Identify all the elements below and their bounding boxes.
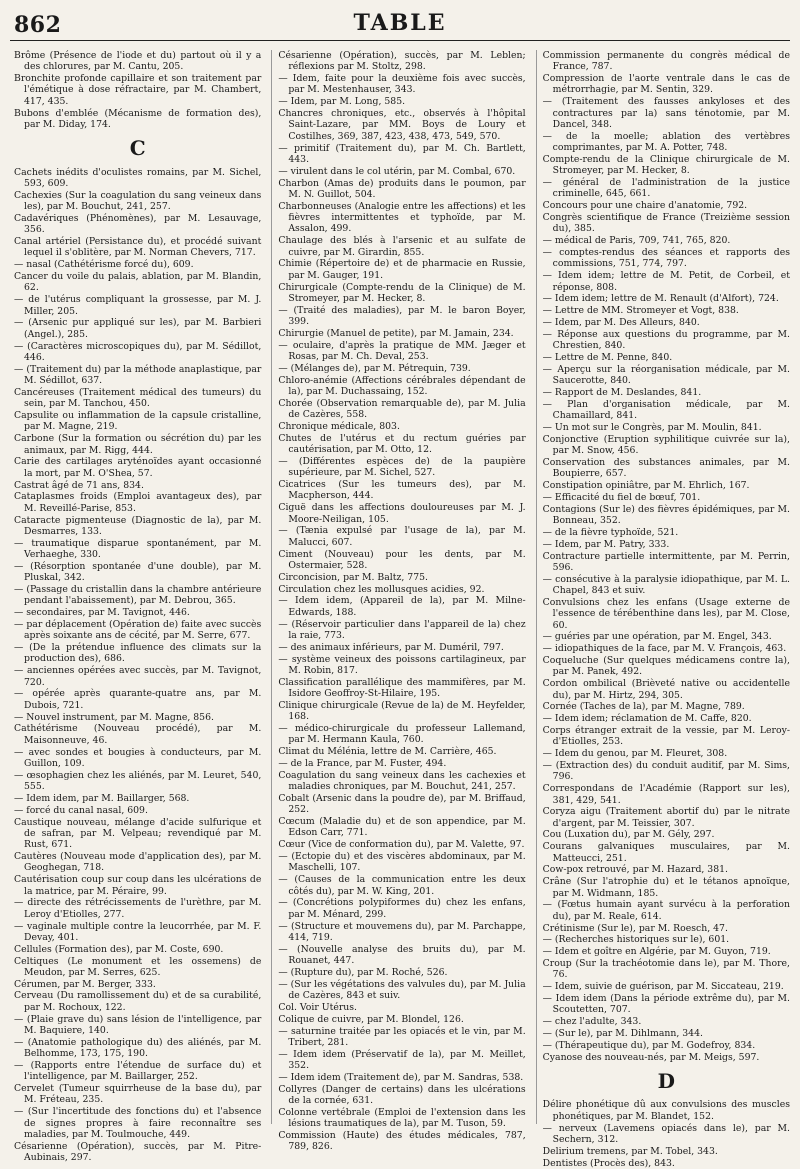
index-entry: — idiopathiques de la face, par M. V. François, 463.	[542, 643, 787, 655]
index-entry: — Aperçu sur la réorganisation médicale, par M. Saucerotte, 840.	[542, 363, 790, 387]
index-entry: Cataracte pigmenteuse (Diagnostic de la), par M. Desmarres, 133.	[14, 514, 262, 537]
index-entry: Cadavériques (Phénomènes), par M. Lesauvage, 356.	[14, 213, 262, 236]
index-entry: Cellules (Formation des), par M. Coste, 690.	[14, 943, 224, 955]
page-number: 862	[14, 12, 62, 38]
index-entry: — Idem, faite pour la deuxième fois avec succès, par M. Mestenhauser, 343.	[278, 73, 526, 96]
section-letter: D	[657, 1069, 675, 1094]
index-entry: — Plan d'organisation médicale, par M. Chamaillard, 841.	[542, 398, 790, 422]
index-entry: — directe des rétrécissements de l'urèthre, par M. Leroy d'Etiolles, 277.	[14, 897, 262, 920]
index-entry: Cervelet (Tumeur squirrheuse de la base du), par M. Fréteau, 235.	[14, 1083, 262, 1106]
index-entry: — vaginale multiple contre la leucorrhée, par M. F. Devay, 401.	[14, 920, 262, 943]
index-entry: — Efficacité du fiel de bœuf, 701.	[542, 491, 701, 503]
index-entry: Chloro-anémie (Affections cérébrales dépendant de la), par M. Duchassaing, 152.	[278, 374, 526, 398]
index-entry: Delirium tremens, par M. Tobel, 343.	[542, 1145, 718, 1157]
index-entry: — Idem idem; lettre de M. Petit, de Corbeil, et réponse, 808.	[542, 270, 790, 293]
index-entry: — (Rupture du), par M. Roché, 526.	[278, 966, 448, 978]
index-entry: Commission permanente du congrès médical de France, 787.	[542, 50, 790, 73]
index-entry: — (Mélanges de), par M. Pétrequin, 739.	[278, 362, 471, 374]
index-entry: Cou (Luxation du), par M. Gély, 297.	[542, 829, 715, 841]
index-entry: — avec sondes et bougies à conducteurs, par M. Guillon, 109.	[14, 746, 262, 769]
index-entry: — (Réservoir particulier dans l'appareil de la) chez la raie, 773.	[278, 618, 526, 641]
index-entry: Classification parallélique des mammifères, par M. Isidore Geoffroy-St-Hilaire, 195.	[278, 676, 526, 700]
index-entry: — (Concrétions polypiformes du) chez les enfans, par M. Ménard, 299.	[278, 897, 526, 920]
index-entry: — Idem idem (Traitement de), par M. Sandras, 538.	[278, 1071, 524, 1083]
index-entry: — médico-chirurgicale du professeur Lallemand, par M. Hermann Kaula, 760.	[278, 723, 526, 746]
index-entry: Chorée (Observation remarquable de), par M. Julia de Cazères, 558.	[278, 397, 526, 421]
index-entry: Coagulation du sang veineux dans les cachexies et maladies chroniques, par M. Bouchut, 241, 257.	[278, 769, 526, 793]
index-entry: Dentistes (Procès des), 843.	[542, 1157, 675, 1169]
index-entry: Commission (Haute) des études médicales, 787, 789, 826.	[278, 1130, 526, 1153]
index-entry: Capsulite ou inflammation de la capsule cristalline, par M. Magne, 219.	[14, 410, 262, 433]
index-entry: — (Anatomie pathologique du) des aliénés, par M. Belhomme, 173, 175, 190.	[14, 1036, 262, 1060]
index-entry: — (Rapports entre l'étendue de surface du) et l'intelligence, par M. Baillarger, 252.	[14, 1059, 262, 1083]
index-entry: — (Différentes espèces de) de la paupière supérieure, par M. Sichel, 527.	[278, 455, 526, 479]
index-entry: — (Nouvelle analyse des bruits du), par M. Rouanet, 447.	[278, 943, 526, 967]
index-entry: — Idem, suivie de guérison, par M. Siccateau, 219.	[542, 981, 784, 993]
index-entry: — général de l'administration de la justice criminelle, 645, 661.	[542, 177, 790, 200]
index-entry: — Idem du genou, par M. Fleuret, 308.	[542, 748, 728, 760]
index-entry: Convulsions chez les enfans (Usage externe de l'essence de térébenthine dans les), par M. Close, 60.	[542, 596, 790, 631]
index-entry: — (Structure et mouvemens du), par M. Parchappe, 414, 719.	[278, 920, 526, 943]
index-entry: — (Traité des maladies), par M. le baron Boyer, 399.	[278, 304, 526, 328]
index-entry: — de l'utérus compliquant la grossesse, par M. J. Miller, 205.	[14, 294, 262, 317]
index-entry: Constipation opiniâtre, par M. Ehrlich, 167.	[542, 480, 750, 492]
index-entry: Césarienne (Opération), succès, par M. Leblen; réflexions par M. Stoltz, 298.	[278, 50, 526, 73]
index-entry: Colique de cuivre, par M. Blondel, 126.	[278, 1013, 464, 1025]
index-entry: Courans galvaniques musculaires, par M. Matteucci, 251.	[542, 841, 790, 864]
index-entry: — médical de Paris, 709, 741, 765, 820.	[542, 235, 731, 247]
index-entry: — Idem idem, par M. Baillarger, 568.	[14, 792, 190, 804]
index-entry: — Idem, par M. Long, 585.	[278, 96, 406, 108]
index-entry: Clinique chirurgicale (Revue de la) de M. Heyfelder, 168.	[278, 699, 526, 723]
index-entry: Climat du Mélénia, lettre de M. Carrière, 465.	[278, 746, 497, 758]
index-entry: Carie des cartilages aryténoïdes ayant occasionné la mort, par M. O'Shea, 57.	[14, 456, 262, 479]
index-entry: Délire phonétique dû aux convulsions des muscles phonétiques, par M. Blandet, 152.	[542, 1099, 790, 1122]
index-columns	[14, 50, 790, 1169]
index-entry: — Idem idem; lettre de M. Renault (d'Alfort), 724.	[542, 293, 779, 305]
index-entry: — primitif (Traitement du), par M. Ch. Bartlett, 443.	[278, 142, 526, 165]
index-entry: — (De la prétendue influence des climats sur la production des), 686.	[14, 642, 262, 665]
index-entry: — système veineux des poissons cartilagineux, par M. Robin, 817.	[278, 653, 526, 676]
index-entry: Cancéreuses (Traitement médical des tumeurs) du sein, par M. Tanchou, 450.	[14, 386, 262, 410]
index-entry: Charbon (Amas de) produits dans le poumon, par M. N. Guillot, 504.	[278, 177, 526, 200]
index-entry: Concours pour une chaire d'anatomie, 792.	[542, 200, 748, 212]
index-entry: Ciguë dans les affections douloureuses par M. J. Moore-Neiligan, 105.	[278, 502, 526, 525]
index-entry: Chirurgicale (Compte-rendu de la Clinique) de M. Stromeyer, par M. Hecker, 8.	[278, 281, 526, 304]
index-entry: — de la France, par M. Fuster, 494.	[278, 758, 447, 770]
index-entry: Bronchite profonde capillaire et son traitement par l'émétique à dose réfractaire, par M. Chambert, 417, 435.	[14, 73, 262, 107]
index-entry: Circoncision, par M. Baltz, 775.	[278, 571, 428, 583]
index-entry: — (Thérapeutique du), par M. Godefroy, 834.	[542, 1039, 756, 1051]
index-entry: Caustique nouveau, mélange d'acide sulfurique et de safran, par M. Velpeau; revendiqué par M. Rust, 671.	[14, 816, 262, 851]
index-entry: Crâne (Sur l'atrophie du) et le tétanos apnoïque, par M. Widmann, 185.	[542, 876, 790, 899]
index-entry: Chutes de l'utérus et du rectum guéries par cautérisation, par M. Otto, 12.	[278, 432, 526, 456]
index-entry: Contagions (Sur le) des fièvres épidémiques, par M. Bonneau, 352.	[542, 503, 790, 527]
index-entry: — Idem, par M. Des Alleurs, 840.	[542, 317, 700, 329]
index-entry: Cornée (Taches de la), par M. Magne, 789.	[542, 701, 745, 713]
index-entry: — Idem idem; réclamation de M. Caffe, 820.	[542, 713, 752, 725]
index-entry: — opérée après quarante-quatre ans, par M. Dubois, 721.	[14, 688, 262, 711]
index-entry: Carbone (Sur la formation ou sécrétion du) par les animaux, par M. Rigg, 444.	[14, 433, 262, 456]
index-entry: Compression de l'aorte ventrale dans le cas de métrorrhagie, par M. Sentin, 329.	[542, 73, 790, 96]
index-entry: — comptes-rendus des séances et rapports des commissions, 751, 774, 797.	[542, 247, 790, 270]
index-entry: — (Plaie grave du) sans lésion de l'intelligence, par M. Baquiere, 140.	[14, 1013, 262, 1036]
index-entry: — Idem idem (Dans la période extrême du), par M. Scoutetten, 707.	[542, 993, 790, 1016]
index-entry: Compte-rendu de la Clinique chirurgicale de M. Stromeyer, par M. Hecker, 8.	[542, 153, 790, 177]
index-entry: Chirurgie (Manuel de petite), par M. Jamain, 234.	[278, 327, 514, 339]
index-entry: — (Arsenic pur appliqué sur les), par M. Barbieri (Angel.), 285.	[14, 317, 262, 340]
index-entry: — (Traitement du) par la méthode anaplastique, par M. Sédillot, 637.	[14, 363, 262, 387]
index-entry: Collyres (Danger de certains) dans les ulcérations de la cornée, 631.	[278, 1083, 526, 1107]
section-letter: C	[129, 136, 146, 161]
index-entry: Corps étranger extrait de la vessie, par M. Leroy-d'Etiolles, 253.	[542, 725, 790, 748]
index-entry: Brôme (Présence de l'iode et du) partout où il y a des chlorures, par M. Cantu, 205.	[14, 50, 262, 73]
index-entry: Conjonctive (Eruption syphilitique cuivrée sur la), par M. Snow, 456.	[542, 433, 790, 457]
index-entry: Canal artériel (Persistance du), et procédé suivant lequel il s'oblitère, par M. Norman Chevers, 717.	[14, 236, 262, 259]
index-entry: Cautérisation coup sur coup dans les ulcérations de la matrice, par M. Péraire, 99.	[14, 874, 262, 897]
index-entry: Contracture partielle intermittente, par M. Perrin, 596.	[542, 550, 790, 573]
index-entry: Colonne vertébrale (Emploi de l'extension dans les lésions traumatiques de la), par M. Tuson, 59.	[278, 1106, 526, 1130]
index-entry: — Nouvel instrument, par M. Magne, 856.	[14, 711, 214, 723]
index-entry: Bubons d'emblée (Mécanisme de formation des), par M. Diday, 174.	[14, 107, 262, 130]
page-title: TABLE	[353, 10, 447, 36]
index-entry: — chez l'adulte, 343.	[542, 1016, 642, 1028]
index-entry: — (Sur le), par M. Dihlmann, 344.	[542, 1028, 703, 1040]
index-entry: Chimie (Répertoire de) et de pharmacie en Russie, par M. Gauger, 191.	[278, 258, 526, 281]
index-entry: — secondaires, par M. Tavignot, 446.	[14, 607, 190, 619]
index-entry: Coryza aigu (Traitement abortif du) par le nitrate d'argent, par M. Teissier, 307.	[542, 806, 790, 829]
index-entry: — (Recherches historiques sur le), 601.	[542, 934, 730, 946]
index-entry: Cérumen, par M. Berger, 333.	[14, 978, 156, 990]
index-entry: Cœcum (Maladie du) et de son appendice, par M. Edson Carr, 771.	[278, 816, 526, 839]
index-entry: — (Sur l'incertitude des fonctions du) et l'absence de signes propres à faire reconnaître ses maladies, par M. Toulmouche, 449.	[14, 1106, 262, 1140]
index-entry: — Lettre de MM. Stromeyer et Vogt, 838.	[542, 305, 739, 317]
index-entry: Circulation chez les mollusques acidies, 92.	[278, 583, 485, 595]
index-entry: Cataplasmes froids (Emploi avantageux des), par M. Reveillé-Parise, 853.	[14, 491, 262, 514]
index-entry: — oculaire, d'après la pratique de MM. Jæger et Rosas, par M. Ch. Deval, 253.	[278, 339, 526, 363]
index-entry: — traumatique disparue spontanément, par M. Verhaeghe, 330.	[14, 537, 262, 561]
index-entry: — virulent dans le col utérin, par M. Combal, 670.	[278, 165, 516, 177]
index-entry: — de la moelle; ablation des vertèbres comprimantes, par M. A. Potter, 748.	[542, 130, 790, 154]
index-entry: Cobalt (Arsenic dans la poudre de), par M. Briffaud, 252.	[278, 793, 526, 816]
index-entry: — des animaux inférieurs, par M. Duméril, 797.	[278, 641, 504, 653]
index-entry: Croup (Sur la trachéotomie dans le), par M. Thore, 76.	[542, 958, 790, 981]
index-entry: — Idem idem (Préservatif de la), par M. Meillet, 352.	[278, 1048, 526, 1072]
index-entry: Correspondans de l'Académie (Rapport sur les), 381, 429, 541.	[542, 783, 790, 806]
index-entry: — œsophagien chez les aliénés, par M. Leuret, 540, 555.	[14, 769, 262, 793]
index-entry: — (Traitement des fausses ankyloses et des contractures par la) sans ténotomie, par M. Dancel, 348.	[542, 96, 790, 130]
index-entry: Chronique médicale, 803.	[278, 421, 400, 432]
index-entry: Cow-pox retrouvé, par M. Hazard, 381.	[542, 864, 729, 876]
index-entry: Coqueluche (Sur quelques médicamens contre la), par M. Panek, 492.	[542, 655, 790, 678]
index-entry: Col. Voir Utérus.	[278, 1001, 357, 1013]
index-entry: Crétinisme (Sur le), par M. Roesch, 47.	[542, 922, 728, 934]
index-entry: Chancres chroniques, etc., observés à l'hôpital Saint-Lazare, par MM. Boys de Loury et Costilhes, 369, 387, 423, 438, 473, 549, 570.	[278, 108, 526, 142]
index-entry: Césarienne (Opération), succès, par M. Pitre-Aubinais, 297.	[14, 1140, 262, 1164]
index-entry: Cancer du voile du palais, ablation, par M. Blandin, 62.	[14, 271, 262, 294]
index-entry: — (Causes de la communication entre les deux côtés du), par M. W. King, 201.	[278, 874, 526, 897]
index-entry: — Lettre de M. Penne, 840.	[542, 352, 673, 364]
index-entry: Chaulage des blés à l'arsenic et au sulfate de cuivre, par M. Girardin, 855.	[278, 235, 526, 258]
index-entry: — Un mot sur le Congrès, par M. Moulin, 841.	[542, 422, 762, 433]
index-entry: — anciennes opérées avec succès, par M. Tavignot, 720.	[14, 665, 262, 688]
index-entry: — saturnine traitée par les opiacés et le vin, par M. Tribert, 281.	[278, 1025, 526, 1048]
index-column-2	[271, 50, 526, 1153]
index-entry: — par déplacement (Opération de) faite avec succès après soixante ans de cécité, par M. Serre, 677.	[14, 618, 262, 642]
index-entry: — (Extraction des) du conduit auditif, par M. Sims, 796.	[542, 760, 790, 783]
index-entry: Cœur (Vice de conformation du), par M. Valette, 97.	[278, 839, 525, 851]
page-header	[10, 10, 790, 41]
index-entry: Conservation des substances animales, par M. Boupierre, 657.	[542, 456, 790, 480]
index-entry: Cerveau (Du ramollissement du) et de sa curabilité, par M. Rochoux, 122.	[14, 990, 262, 1013]
index-entry: — forcé du canal nasal, 609.	[14, 804, 148, 816]
index-entry: — (Tænia expulsé par l'usage de la), par M. Malucci, 607.	[278, 525, 526, 548]
index-entry: — (Résorption spontanée d'une double), par M. Pluskal, 342.	[14, 560, 262, 584]
index-entry: Cicatrices (Sur les tumeurs des), par M. Macpherson, 444.	[278, 479, 526, 502]
index-entry: — Rapport de M. Deslandes, 841.	[542, 387, 702, 399]
index-entry: Charbonneuses (Analogie entre les affections) et les fièvres intermittentes et typhoïde, par M. Assalon, 499.	[278, 200, 526, 235]
index-entry: Castrat âgé de 71 ans, 834.	[14, 479, 144, 491]
index-entry: Cautères (Nouveau mode d'application des), par M. Geoghegan, 718.	[14, 851, 262, 874]
index-column-1	[14, 50, 262, 1164]
index-entry: — Idem et goître en Algérie, par M. Guyon, 719.	[542, 946, 771, 958]
index-entry: Congrès scientifique de France (Treizième session du), 385.	[542, 212, 790, 235]
index-entry: — Idem, par M. Patry, 333.	[542, 538, 670, 550]
index-entry: Celtiques (Le monument et les ossemens) de Meudon, par M. Serres, 625.	[14, 955, 262, 978]
index-entry: Cachexies (Sur la coagulation du sang veineux dans les), par M. Bouchut, 241, 257.	[14, 189, 262, 213]
index-entry: — (Sur les végétations des valvules du), par M. Julia de Cazères, 843 et suiv.	[278, 978, 526, 1002]
index-entry: Ciment (Nouveau) pour les dents, par M. Ostermaier, 528.	[278, 548, 526, 571]
index-entry: Cyanose des nouveau-nés, par M. Meigs, 597.	[542, 1051, 760, 1063]
index-entry: — nasal (Cathétérisme forcé du), 609.	[14, 259, 194, 271]
index-entry: — (Fœtus humain ayant survécu à la perforation du), par M. Reale, 614.	[542, 899, 790, 922]
index-entry: — guéries par une opération, par M. Engel, 343.	[542, 631, 772, 643]
index-entry: — consécutive à la paralysie idiopathique, par M. L. Chapel, 843 et suiv.	[542, 573, 790, 597]
index-entry: — (Passage du cristallin dans la chambre antérieure pendant l'abaissement), par M. Debrou, 365.	[14, 584, 262, 607]
index-entry: Cathétérisme (Nouveau procédé), par M. Maisonneuve, 46.	[14, 723, 262, 746]
index-entry: — de la fièvre typhoïde, 521.	[542, 526, 679, 538]
index-entry: — nerveux (Lavemens opiacés dans le), par M. Sechern, 312.	[542, 1122, 790, 1145]
index-entry: — (Ectopie du) et des viscères abdominaux, par M. Maschelli, 107.	[278, 851, 526, 874]
index-entry: Cachets inédits d'oculistes romains, par M. Sichel, 593, 609.	[14, 166, 262, 190]
index-entry: — Idem idem, (Appareil de la), par M. Milne-Edwards, 188.	[278, 595, 526, 618]
index-entry: Cordon ombilical (Brièveté native ou accidentelle du), par M. Hirtz, 294, 305.	[542, 678, 790, 701]
index-entry: — Réponse aux questions du programme, par M. Chrestien, 840.	[542, 328, 790, 352]
index-entry: — (Caractères microscopiques du), par M. Sédillot, 446.	[14, 340, 262, 363]
index-column-3	[536, 50, 790, 1169]
